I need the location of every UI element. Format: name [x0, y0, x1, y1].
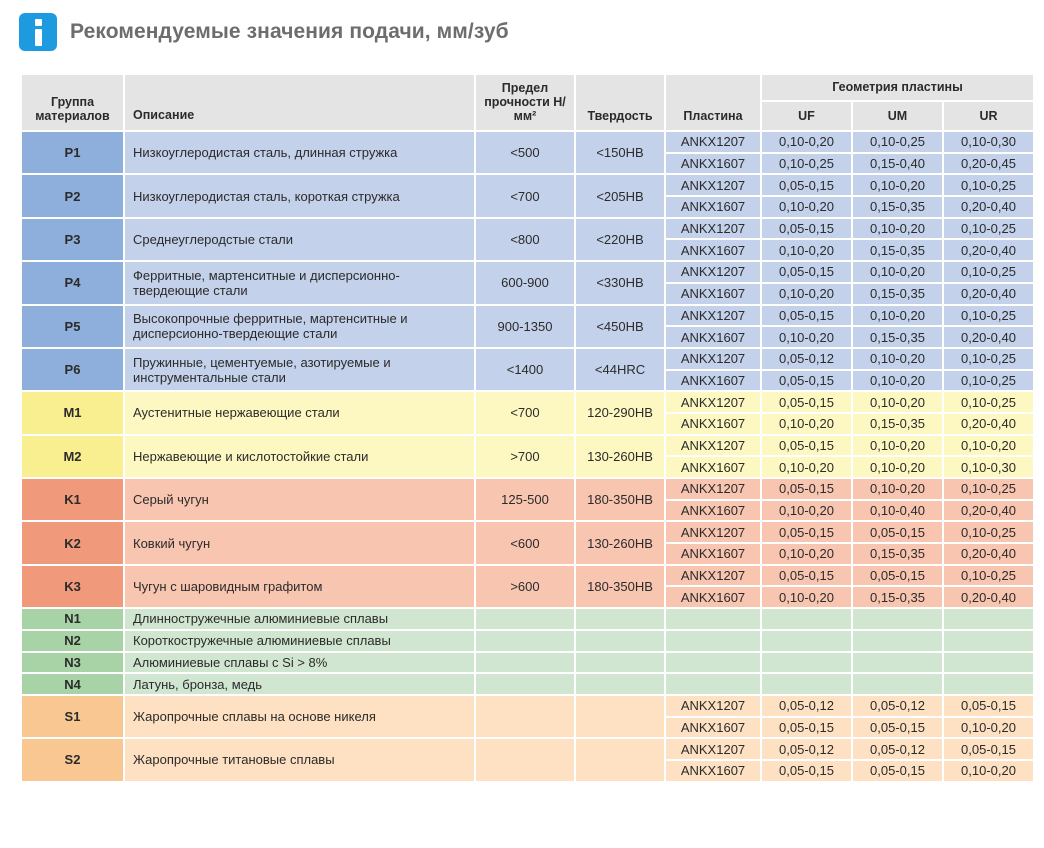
strength-cell: 900-1350 — [475, 305, 575, 348]
uf-value-cell: 0,10-0,20 — [761, 413, 852, 435]
um-value-cell: 0,10-0,25 — [852, 131, 943, 153]
material-group-cell: K1 — [21, 478, 124, 521]
ur-value-cell: 0,20-0,40 — [943, 543, 1034, 565]
material-group-cell: M1 — [21, 391, 124, 434]
uf-value-cell — [761, 630, 852, 652]
um-value-cell: 0,05-0,12 — [852, 695, 943, 717]
uf-value-cell: 0,10-0,20 — [761, 283, 852, 305]
hardness-cell — [575, 630, 665, 652]
insert-cell: ANKX1207 — [665, 738, 761, 760]
uf-value-cell: 0,05-0,12 — [761, 738, 852, 760]
material-description-cell: Серый чугун — [124, 478, 475, 521]
insert-cell: ANKX1207 — [665, 174, 761, 196]
hardness-cell — [575, 652, 665, 674]
material-group-cell: K3 — [21, 565, 124, 608]
uf-value-cell: 0,10-0,20 — [761, 500, 852, 522]
insert-cell: ANKX1607 — [665, 153, 761, 175]
uf-value-cell: 0,05-0,12 — [761, 695, 852, 717]
um-value-cell: 0,10-0,20 — [852, 218, 943, 240]
insert-cell: ANKX1607 — [665, 196, 761, 218]
material-group-cell: S2 — [21, 738, 124, 781]
strength-cell — [475, 652, 575, 674]
uf-value-cell: 0,05-0,15 — [761, 218, 852, 240]
ur-value-cell: 0,10-0,20 — [943, 760, 1034, 782]
um-value-cell: 0,10-0,40 — [852, 500, 943, 522]
ur-value-cell: 0,10-0,25 — [943, 305, 1034, 327]
material-group-cell: P3 — [21, 218, 124, 261]
strength-cell: <600 — [475, 521, 575, 564]
hardness-cell: 130-260HB — [575, 521, 665, 564]
hardness-cell — [575, 608, 665, 630]
um-value-cell: 0,15-0,35 — [852, 586, 943, 608]
strength-cell: 600-900 — [475, 261, 575, 304]
column-header-ur: UR — [943, 101, 1034, 131]
insert-cell — [665, 630, 761, 652]
insert-cell: ANKX1207 — [665, 478, 761, 500]
um-value-cell: 0,15-0,35 — [852, 326, 943, 348]
material-description-cell: Жаропрочные сплавы на основе никеля — [124, 695, 475, 738]
uf-value-cell: 0,10-0,20 — [761, 239, 852, 261]
material-description-cell: Аустенитные нержавеющие стали — [124, 391, 475, 434]
ur-value-cell: 0,20-0,40 — [943, 413, 1034, 435]
ur-value-cell: 0,20-0,40 — [943, 500, 1034, 522]
um-value-cell: 0,10-0,20 — [852, 348, 943, 370]
material-description-cell: Чугун с шаровидным графитом — [124, 565, 475, 608]
uf-value-cell: 0,10-0,20 — [761, 326, 852, 348]
um-value-cell: 0,10-0,20 — [852, 391, 943, 413]
ur-value-cell — [943, 630, 1034, 652]
uf-value-cell: 0,05-0,15 — [761, 521, 852, 543]
ur-value-cell: 0,05-0,15 — [943, 695, 1034, 717]
uf-value-cell: 0,10-0,20 — [761, 196, 852, 218]
uf-value-cell: 0,05-0,15 — [761, 261, 852, 283]
ur-value-cell — [943, 652, 1034, 674]
table-row — [21, 218, 1034, 240]
strength-cell: <700 — [475, 391, 575, 434]
table-row — [21, 261, 1034, 283]
insert-cell: ANKX1207 — [665, 131, 761, 153]
insert-cell: ANKX1207 — [665, 218, 761, 240]
uf-value-cell: 0,10-0,20 — [761, 543, 852, 565]
hardness-cell: <44HRC — [575, 348, 665, 391]
material-group-cell: S1 — [21, 695, 124, 738]
hardness-cell: 180-350HB — [575, 565, 665, 608]
strength-cell: <500 — [475, 131, 575, 174]
insert-cell: ANKX1607 — [665, 239, 761, 261]
hardness-cell: <220HB — [575, 218, 665, 261]
insert-cell: ANKX1607 — [665, 456, 761, 478]
table-row — [21, 652, 1034, 674]
um-value-cell — [852, 608, 943, 630]
info-icon — [19, 13, 57, 51]
feed-rate-table — [20, 73, 1035, 783]
column-header-insert: Пластина — [665, 74, 761, 131]
ur-value-cell: 0,10-0,25 — [943, 370, 1034, 392]
uf-value-cell: 0,05-0,12 — [761, 348, 852, 370]
ur-value-cell: 0,10-0,20 — [943, 717, 1034, 739]
um-value-cell: 0,15-0,40 — [852, 153, 943, 175]
material-description-cell: Нержавеющие и кислотостойкие стали — [124, 435, 475, 478]
insert-cell — [665, 608, 761, 630]
um-value-cell: 0,15-0,35 — [852, 413, 943, 435]
page-header — [19, 12, 509, 52]
insert-cell: ANKX1607 — [665, 717, 761, 739]
ur-value-cell: 0,05-0,15 — [943, 738, 1034, 760]
column-header-geometry: Геометрия пластины — [761, 74, 1034, 101]
um-value-cell — [852, 630, 943, 652]
um-value-cell: 0,15-0,35 — [852, 196, 943, 218]
insert-cell: ANKX1207 — [665, 391, 761, 413]
um-value-cell: 0,05-0,15 — [852, 717, 943, 739]
table-row — [21, 695, 1034, 717]
um-value-cell: 0,10-0,20 — [852, 478, 943, 500]
material-description-cell: Короткостружечные алюминиевые сплавы — [124, 630, 475, 652]
ur-value-cell: 0,10-0,20 — [943, 435, 1034, 457]
um-value-cell: 0,15-0,35 — [852, 239, 943, 261]
ur-value-cell: 0,10-0,25 — [943, 348, 1034, 370]
ur-value-cell: 0,20-0,40 — [943, 326, 1034, 348]
insert-cell: ANKX1607 — [665, 370, 761, 392]
material-group-cell: M2 — [21, 435, 124, 478]
table-row — [21, 435, 1034, 457]
uf-value-cell: 0,05-0,15 — [761, 478, 852, 500]
um-value-cell: 0,10-0,20 — [852, 370, 943, 392]
insert-cell: ANKX1207 — [665, 695, 761, 717]
insert-cell: ANKX1207 — [665, 435, 761, 457]
material-group-cell: P6 — [21, 348, 124, 391]
material-group-cell: N4 — [21, 673, 124, 695]
ur-value-cell: 0,10-0,25 — [943, 391, 1034, 413]
um-value-cell: 0,10-0,20 — [852, 174, 943, 196]
hardness-cell: <205HB — [575, 174, 665, 217]
ur-value-cell — [943, 673, 1034, 695]
insert-cell: ANKX1607 — [665, 283, 761, 305]
insert-cell: ANKX1607 — [665, 586, 761, 608]
insert-cell — [665, 652, 761, 674]
table-row — [21, 673, 1034, 695]
hardness-cell: 130-260HB — [575, 435, 665, 478]
hardness-cell — [575, 695, 665, 738]
strength-cell — [475, 608, 575, 630]
material-description-cell: Латунь, бронза, медь — [124, 673, 475, 695]
uf-value-cell: 0,10-0,20 — [761, 586, 852, 608]
material-description-cell: Высокопрочные ферритные, мартенситные и дисперсионно-твердеющие стали — [124, 305, 475, 348]
uf-value-cell: 0,05-0,15 — [761, 435, 852, 457]
ur-value-cell: 0,20-0,45 — [943, 153, 1034, 175]
ur-value-cell: 0,10-0,25 — [943, 174, 1034, 196]
hardness-cell — [575, 673, 665, 695]
uf-value-cell: 0,05-0,15 — [761, 370, 852, 392]
um-value-cell — [852, 652, 943, 674]
material-group-cell: P2 — [21, 174, 124, 217]
uf-value-cell: 0,10-0,25 — [761, 153, 852, 175]
uf-value-cell: 0,05-0,15 — [761, 717, 852, 739]
um-value-cell: 0,15-0,35 — [852, 283, 943, 305]
strength-cell: <800 — [475, 218, 575, 261]
material-description-cell: Среднеуглеродстые стали — [124, 218, 475, 261]
ur-value-cell: 0,20-0,40 — [943, 196, 1034, 218]
um-value-cell: 0,15-0,35 — [852, 543, 943, 565]
table-row — [21, 305, 1034, 327]
table-row — [21, 391, 1034, 413]
hardness-cell — [575, 738, 665, 781]
um-value-cell: 0,10-0,20 — [852, 435, 943, 457]
column-header-hardness: Твердость — [575, 74, 665, 131]
uf-value-cell: 0,05-0,15 — [761, 174, 852, 196]
strength-cell: >600 — [475, 565, 575, 608]
hardness-cell: <150HB — [575, 131, 665, 174]
material-group-cell: N2 — [21, 630, 124, 652]
ur-value-cell: 0,10-0,25 — [943, 261, 1034, 283]
insert-cell: ANKX1207 — [665, 348, 761, 370]
strength-cell — [475, 695, 575, 738]
ur-value-cell: 0,10-0,25 — [943, 218, 1034, 240]
uf-value-cell: 0,05-0,15 — [761, 760, 852, 782]
insert-cell: ANKX1207 — [665, 565, 761, 587]
um-value-cell: 0,05-0,15 — [852, 760, 943, 782]
uf-value-cell: 0,05-0,15 — [761, 565, 852, 587]
table-row — [21, 738, 1034, 760]
uf-value-cell: 0,05-0,15 — [761, 391, 852, 413]
hardness-cell: <330HB — [575, 261, 665, 304]
ur-value-cell — [943, 608, 1034, 630]
material-description-cell: Алюминиевые сплавы с Si > 8% — [124, 652, 475, 674]
um-value-cell: 0,05-0,15 — [852, 521, 943, 543]
um-value-cell: 0,10-0,20 — [852, 261, 943, 283]
insert-cell: ANKX1607 — [665, 760, 761, 782]
insert-cell: ANKX1207 — [665, 305, 761, 327]
table-row — [21, 174, 1034, 196]
column-header-uf: UF — [761, 101, 852, 131]
column-header-description: Описание — [124, 74, 475, 131]
strength-cell — [475, 738, 575, 781]
material-group-cell: N1 — [21, 608, 124, 630]
insert-cell: ANKX1207 — [665, 521, 761, 543]
column-header-group: Группа материалов — [21, 74, 124, 131]
strength-cell: 125-500 — [475, 478, 575, 521]
strength-cell — [475, 673, 575, 695]
table-row — [21, 131, 1034, 153]
material-description-cell: Низкоуглеродистая сталь, длинная стружка — [124, 131, 475, 174]
table-row — [21, 630, 1034, 652]
column-header-um: UM — [852, 101, 943, 131]
material-group-cell: N3 — [21, 652, 124, 674]
um-value-cell: 0,10-0,20 — [852, 305, 943, 327]
material-description-cell: Низкоуглеродистая сталь, короткая стружка — [124, 174, 475, 217]
strength-cell: >700 — [475, 435, 575, 478]
strength-cell: <1400 — [475, 348, 575, 391]
um-value-cell — [852, 673, 943, 695]
hardness-cell: <450HB — [575, 305, 665, 348]
ur-value-cell: 0,20-0,40 — [943, 586, 1034, 608]
table-row — [21, 521, 1034, 543]
table-row — [21, 565, 1034, 587]
ur-value-cell: 0,20-0,40 — [943, 283, 1034, 305]
insert-cell: ANKX1607 — [665, 500, 761, 522]
material-group-cell: P5 — [21, 305, 124, 348]
table-row — [21, 348, 1034, 370]
um-value-cell: 0,10-0,20 — [852, 456, 943, 478]
um-value-cell: 0,05-0,15 — [852, 565, 943, 587]
uf-value-cell: 0,10-0,20 — [761, 456, 852, 478]
strength-cell — [475, 630, 575, 652]
material-group-cell: K2 — [21, 521, 124, 564]
strength-cell: <700 — [475, 174, 575, 217]
insert-cell: ANKX1607 — [665, 326, 761, 348]
insert-cell: ANKX1607 — [665, 413, 761, 435]
column-header-strength: Предел прочности Н/мм² — [475, 74, 575, 131]
ur-value-cell: 0,10-0,25 — [943, 565, 1034, 587]
insert-cell: ANKX1207 — [665, 261, 761, 283]
uf-value-cell — [761, 608, 852, 630]
material-description-cell: Ковкий чугун — [124, 521, 475, 564]
material-description-cell: Длинностружечные алюминиевые сплавы — [124, 608, 475, 630]
ur-value-cell: 0,10-0,25 — [943, 478, 1034, 500]
uf-value-cell: 0,10-0,20 — [761, 131, 852, 153]
insert-cell — [665, 673, 761, 695]
insert-cell: ANKX1607 — [665, 543, 761, 565]
ur-value-cell: 0,10-0,30 — [943, 131, 1034, 153]
material-description-cell: Ферритные, мартенситные и дисперсионно-твердеющие стали — [124, 261, 475, 304]
page-title: Рекомендуемые значения подачи, мм/зуб — [70, 20, 509, 43]
hardness-cell: 120-290HB — [575, 391, 665, 434]
material-group-cell: P1 — [21, 131, 124, 174]
table-row — [21, 608, 1034, 630]
ur-value-cell: 0,10-0,30 — [943, 456, 1034, 478]
material-group-cell: P4 — [21, 261, 124, 304]
ur-value-cell: 0,10-0,25 — [943, 521, 1034, 543]
material-description-cell: Жаропрочные титановые сплавы — [124, 738, 475, 781]
uf-value-cell — [761, 673, 852, 695]
uf-value-cell — [761, 652, 852, 674]
hardness-cell: 180-350HB — [575, 478, 665, 521]
ur-value-cell: 0,20-0,40 — [943, 239, 1034, 261]
material-description-cell: Пружинные, цементуемые, азотируемые и инструментальные стали — [124, 348, 475, 391]
um-value-cell: 0,05-0,12 — [852, 738, 943, 760]
uf-value-cell: 0,05-0,15 — [761, 305, 852, 327]
table-row — [21, 478, 1034, 500]
